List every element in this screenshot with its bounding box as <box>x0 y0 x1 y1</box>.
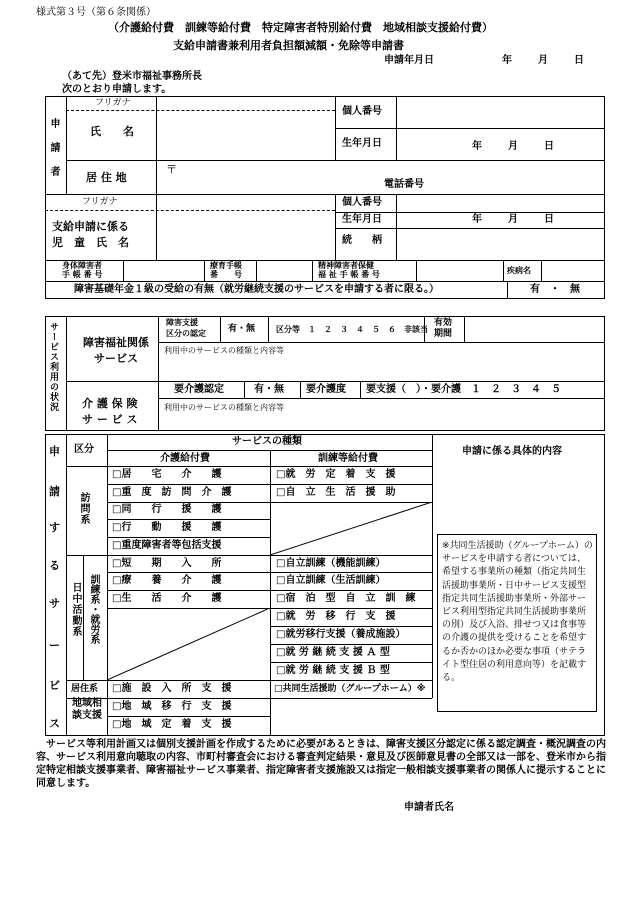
daytime-category: 日中活動系 <box>70 582 81 637</box>
service-employment-retention[interactable]: □就 労 定 着 支 援 <box>276 469 396 480</box>
support-cert-label-2: 区分の認定 <box>166 329 206 338</box>
date-year: 年 <box>502 55 512 66</box>
training-category: 訓練系・就労系 <box>88 574 99 644</box>
addressee: （あて先）登米市福祉事務所長 <box>62 71 202 82</box>
service-employment-transition-school[interactable]: □就労移行支援（養成施設） <box>276 629 406 640</box>
child-name-label-1: 支給申請に係る <box>52 220 129 233</box>
rehab-handbook-label-1: 療育手帳 <box>210 261 242 270</box>
service-medical-care[interactable]: □療 養 介 護 <box>112 575 222 586</box>
title-line-1: （介護給付費 訓練等給付費 特定障害者特別給付費 地域相談支援給付費） <box>108 21 493 34</box>
service-short-stay[interactable]: □短 期 入 所 <box>112 558 222 569</box>
service-employment-transition[interactable]: □就 労 移 行 支 援 <box>276 611 396 622</box>
date-month: 月 <box>538 55 548 66</box>
child-birthdate-label: 生年月日 <box>342 214 382 225</box>
category-header: 区分 <box>74 444 94 455</box>
diagonal-strike-daytime <box>107 608 270 680</box>
section-service-usage: サービス利用の状況 <box>48 322 58 412</box>
community-category: 地域相談支援 <box>72 698 102 721</box>
title-line-2: 支給申請書兼利用者負担額減額・免除等申請書 <box>173 39 404 52</box>
section-applicant: 申請者 <box>48 118 59 190</box>
personal-number-label: 個人番号 <box>342 106 382 117</box>
service-group-home[interactable]: □共同生活援助（グループホーム）※ <box>274 684 426 694</box>
detail-header: 申請に係る具体的内容 <box>462 446 562 457</box>
care-levels: 要支援（ ）・要介護 １ ２ ３ ４ ５ <box>366 384 561 395</box>
child-birth-month: 月 <box>508 214 518 225</box>
application-date-label: 申請年月日 <box>384 55 434 66</box>
training-benefit-header: 訓練等給付費 <box>318 453 378 464</box>
physical-handbook-label-1: 身体障害者 <box>62 261 102 270</box>
pension-yes-no: 有 ・ 無 <box>530 284 580 295</box>
relationship-label: 続 柄 <box>342 235 382 246</box>
intro-text: 次のとおり申請します。 <box>62 84 172 95</box>
care-cert-label: 要介護認定 <box>174 384 224 395</box>
section-request-5: サ <box>49 597 60 610</box>
group-home-note: ※共同生活援助（グループホーム）のサービスを申請する者については、希望する事業所の種類（指定共同生活援助事業所・日中サービス支援型指定共同生活援助事業所・外部サービス利用型指定共同生活援助事業所の別）及び入浴、排せつ又は食事等の介護の提供を受けることを希望するか否かのほか必要な事項（サテライト型住居の利用意向等）を記載する。 <box>442 541 593 684</box>
disability-service-label: 障害福祉関係サービス <box>83 336 149 365</box>
support-cert-yes-no: 有・無 <box>228 324 256 334</box>
disease-label: 疾病名 <box>507 266 531 275</box>
service-function-training[interactable]: □自立訓練（機能訓練） <box>276 558 386 569</box>
address-label: 居 住 地 <box>86 171 127 184</box>
support-cert-label-1: 障害支援 <box>166 318 198 327</box>
mental-handbook-label-1: 精神障害者保健 <box>318 261 374 270</box>
date-day: 日 <box>574 55 584 66</box>
service-community-transition[interactable]: □地 域 移 行 支 援 <box>112 701 232 712</box>
service-continuous-employment-a[interactable]: □就 労 継 続 支 援 Ａ 型 <box>276 647 390 658</box>
birthdate-label: 生年月日 <box>342 138 382 149</box>
service-behavior-support[interactable]: □行 動 援 護 <box>112 522 222 533</box>
section-request-2: 請 <box>49 485 60 498</box>
service-home-care[interactable]: □居 宅 介 護 <box>112 469 222 480</box>
furigana-label: フリガナ <box>95 98 131 108</box>
disability-in-use-label: 利用中のサービスの種類と内容等 <box>164 346 284 355</box>
service-comprehensive-support[interactable]: □重度障害者等包括支援 <box>112 540 222 551</box>
postal-mark: 〒 <box>166 163 177 176</box>
care-insurance-label-2: サ ー ビ ス <box>82 413 138 426</box>
service-life-training[interactable]: □自立訓練（生活訓練） <box>276 575 386 586</box>
phone-label: 電話番号 <box>384 179 424 190</box>
visit-category: 訪問系 <box>78 492 89 525</box>
service-residential-training[interactable]: □宿 泊 型 自 立 訓 練 <box>276 593 416 604</box>
section-request-4: る <box>49 559 60 572</box>
child-personal-number-label: 個人番号 <box>342 197 382 208</box>
section-request-8: ス <box>49 717 60 730</box>
valid-period-label-2: 期間 <box>434 329 453 339</box>
birth-day: 日 <box>544 141 554 152</box>
birth-month: 月 <box>508 141 518 152</box>
section-request-header: 申 <box>49 445 60 458</box>
valid-period-label-1: 有効 <box>434 318 453 328</box>
service-severe-visit-care[interactable]: □重 度 訪 問 介 護 <box>112 487 232 498</box>
child-furigana-label: フリガナ <box>82 197 118 207</box>
form-number: 様式第３号（第６条関係） <box>36 7 156 18</box>
name-label: 氏 名 <box>90 125 134 138</box>
service-independent-living[interactable]: □自 立 生 活 援 助 <box>276 487 396 498</box>
service-life-care[interactable]: □生 活 介 護 <box>112 593 222 604</box>
physical-handbook-label-2: 手 帳 番 号 <box>62 270 103 279</box>
child-birth-day: 日 <box>544 214 554 225</box>
applicant-signature-label: 申請者氏名 <box>404 802 454 813</box>
care-level-label: 要介護度 <box>306 384 346 395</box>
pension-question: 障害基礎年金１級の受給の有無（就労継続支援のサービスを申請する者に限る。） <box>74 284 439 295</box>
care-insurance-label-1: 介 護 保 険 <box>82 397 138 410</box>
mental-handbook-label-2: 福 祉 手 帳 番 号 <box>318 270 380 279</box>
rehab-handbook-label-2: 番 号 <box>210 270 242 279</box>
diagonal-strike-visit <box>270 502 432 555</box>
birth-year: 年 <box>472 141 482 152</box>
child-name-label-2: 児 童 氏 名 <box>52 236 129 249</box>
section-request-7: ビ <box>49 679 60 692</box>
service-types-header: サービスの種類 <box>232 436 302 447</box>
care-in-use-label: 利用中のサービスの種類と内容等 <box>164 403 284 412</box>
section-request-6: ー <box>49 639 60 652</box>
child-birth-year: 年 <box>472 214 482 225</box>
support-levels: 区分等 １ ２ ３ ４ ５ ６ 非該当 <box>276 325 428 334</box>
consent-text: サービス等利用計画又は個別支援計画を作成するために必要があるときは、障害支援区分認定に係る認定調査・概況調査の内容、サービス利用意向聴取の内容、市町村審査会における審査判定結果・意見及び医師意見書の全部又は一部を、登米市から指定特定相談支援事業者、障害福祉サービス事業者、指定障害者支援施設又は指定一般相談支援事業者の関係人に提示することに同意します。 <box>36 739 606 789</box>
service-continuous-employment-b[interactable]: □就 労 継 続 支 援 Ｂ 型 <box>276 665 390 676</box>
service-facility-support[interactable]: □施 設 入 所 支 援 <box>112 683 232 694</box>
section-request-3: す <box>49 521 60 534</box>
care-benefit-header: 介護給付費 <box>160 453 210 464</box>
service-accompany-support[interactable]: □同 行 援 護 <box>112 504 222 515</box>
care-cert-yes-no: 有・無 <box>254 384 284 395</box>
service-community-settlement[interactable]: □地 域 定 着 支 援 <box>112 719 232 730</box>
residence-category: 居住系 <box>71 684 99 694</box>
